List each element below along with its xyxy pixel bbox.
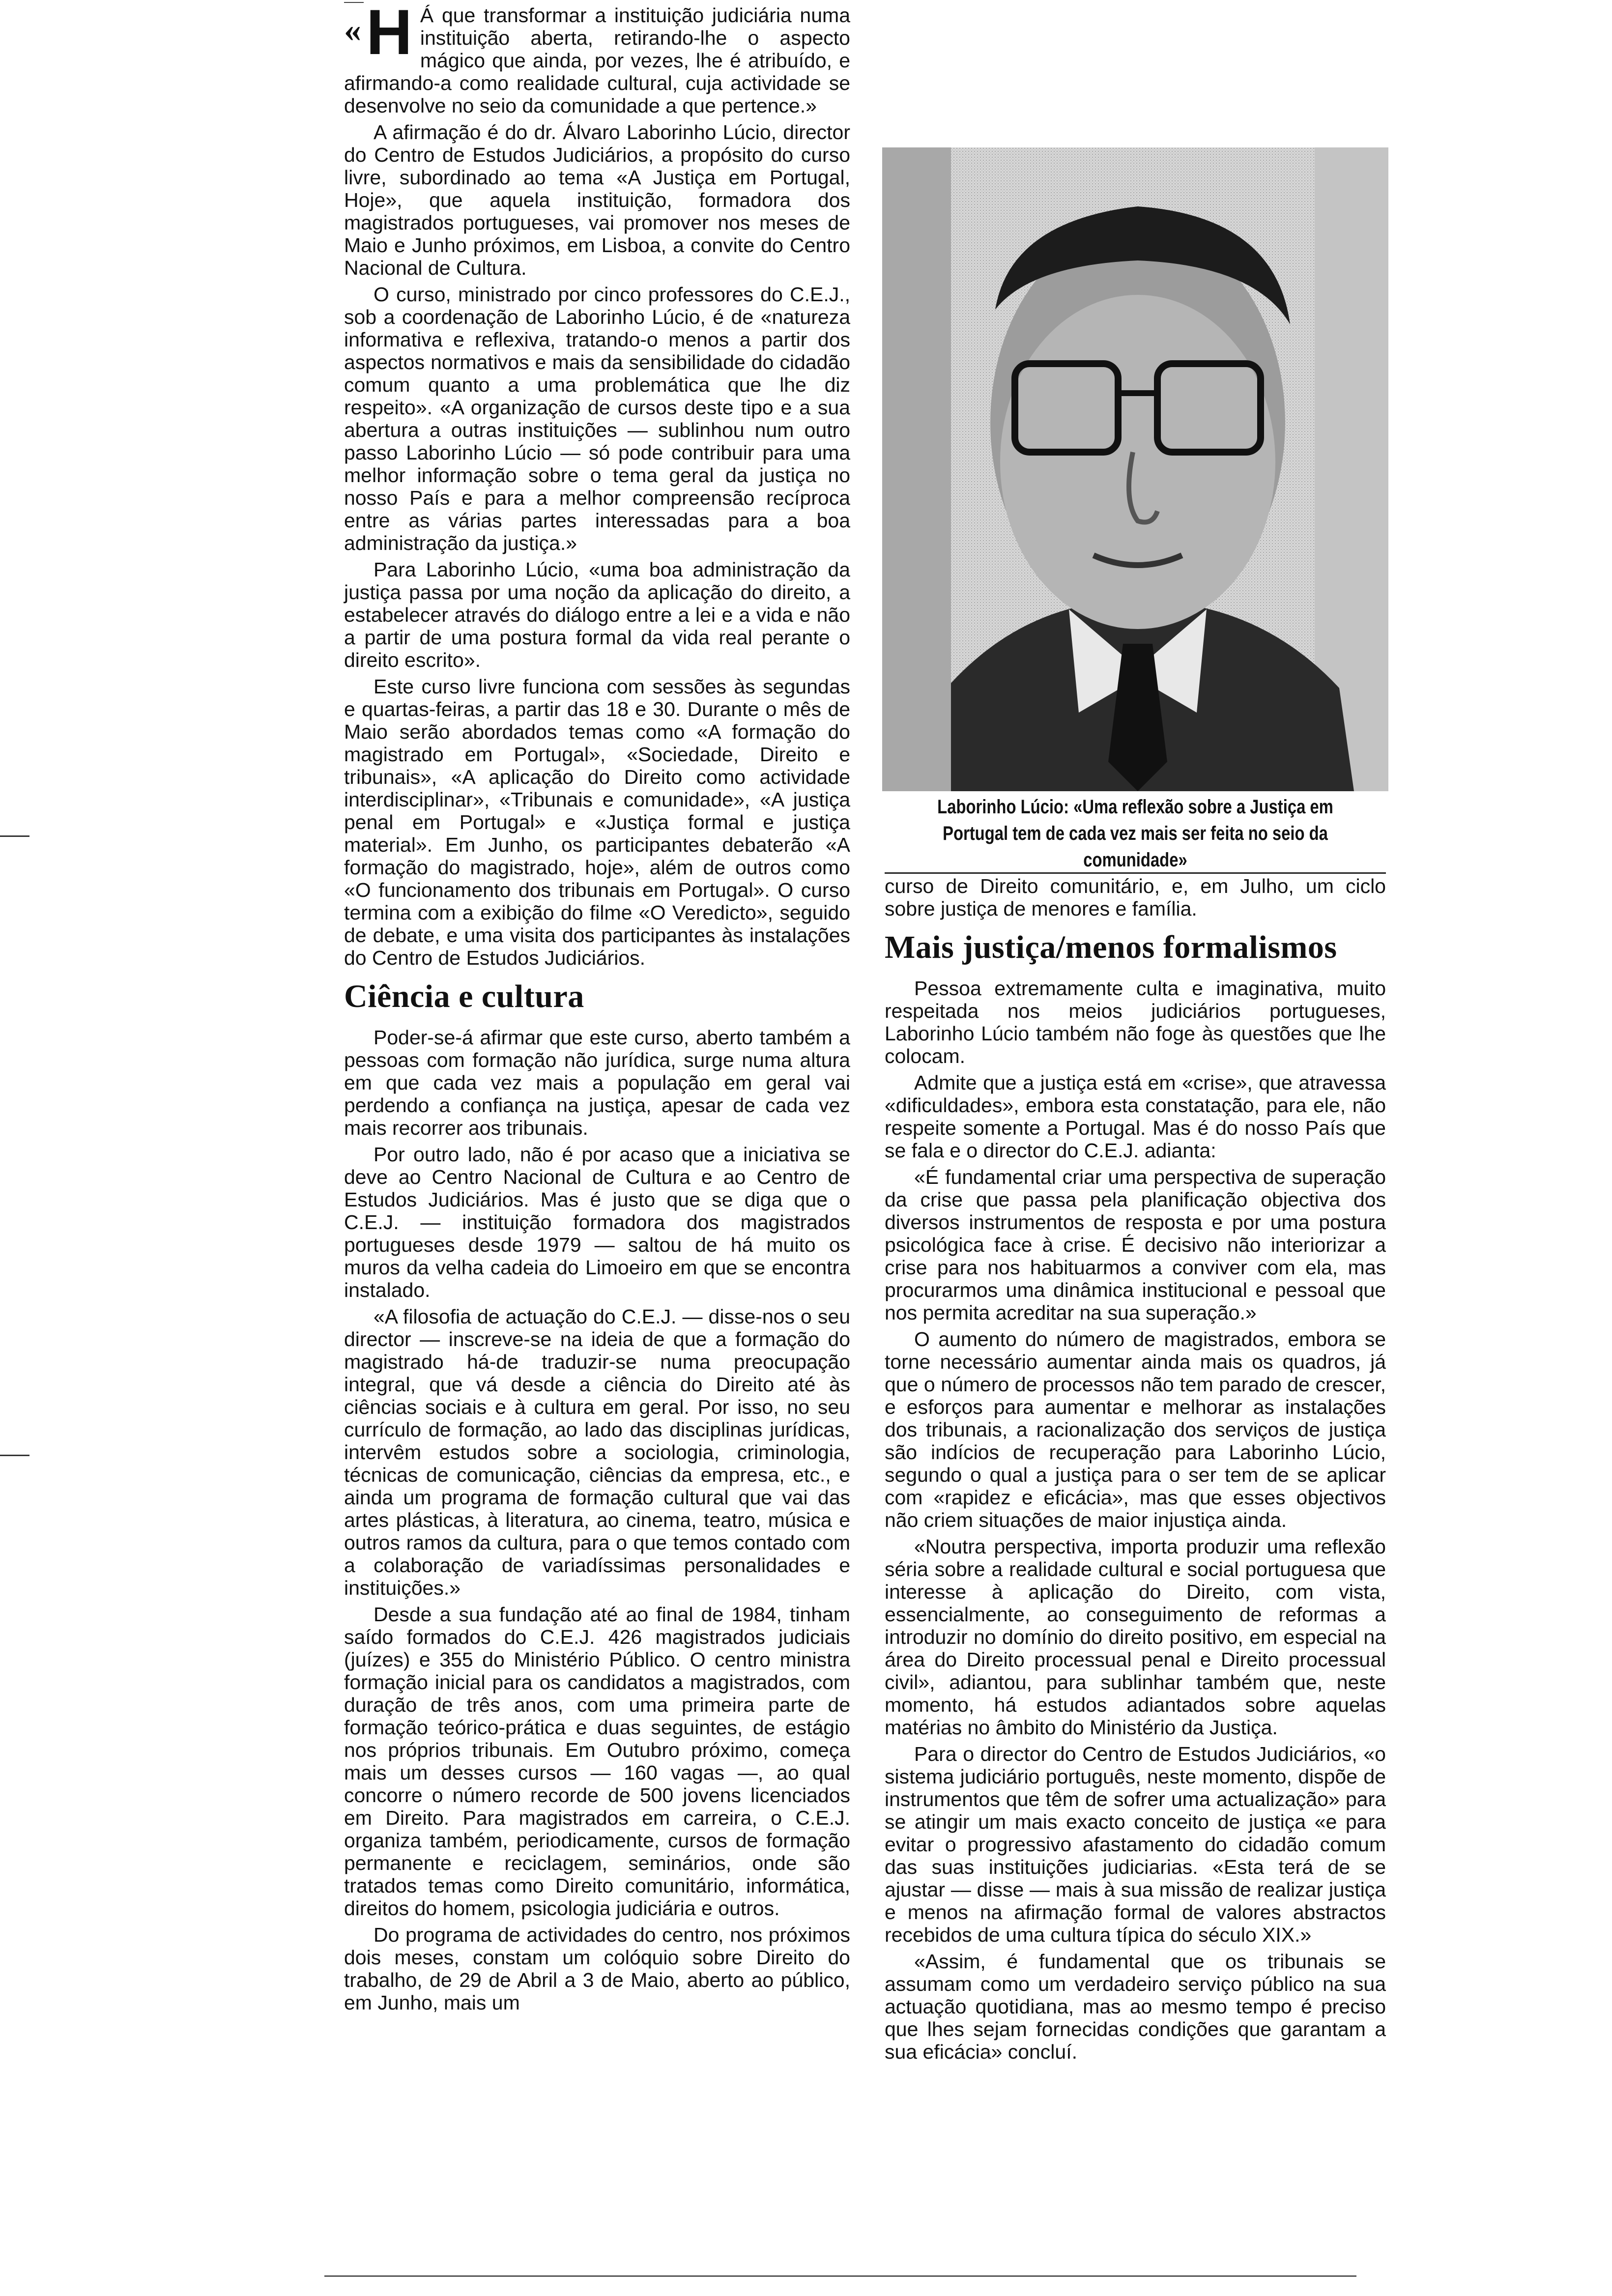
section-heading-ciencia: Ciência e cultura	[344, 978, 584, 1014]
opening-quote: «	[344, 11, 361, 49]
lead-text: Á que transformar a instituição judiciária numa instituição aberta, retirando-lhe o aspecto mágico que ainda, por vezes, lhe é atribuído, e afirmando-a como realidade cultural, cuja actividade se desenvolve no seio da comunidade a que pertence.»	[344, 4, 850, 117]
lead-paragraph	[344, 0, 850, 117]
section-heading-justica: Mais justiça/menos formalismos	[885, 929, 1337, 965]
body-paragraph: Admite que a justiça está em «crise», que atravessa «dificuldades», embora esta constatação, para ele, não respeite somente a Portugal. Mas é do nosso País que se fala e o director do C.E.J. adianta:	[885, 1071, 1386, 1162]
body-paragraph: A afirmação é do dr. Álvaro Laborinho Lúcio, director do Centro de Estudos Judiciários, a propósito do curso livre, subordinado ao tema «A Justiça em Portugal, Hoje», que aquela instituição, formadora dos magistrados portugueses, vai promover nos meses de Maio e Junho próximos, em Lisboa, a convite do Centro Nacional de Cultura.	[344, 121, 850, 279]
portrait-photo	[882, 147, 1388, 791]
body-paragraph: «Noutra perspectiva, importa produzir uma reflexão séria sobre a realidade cultural e social portuguesa que interesse à aplicação do Direito, com vista, essencialmente, ao conseguimento de reformas a introduzir no domínio do direito positivo, em especial na área do Direito processual penal e Direito processual civil», adiantou, para sublinhar também que, neste momento, há estudos adiantados sobre aquelas matérias no âmbito do Ministério da Justiça.	[885, 1535, 1386, 1739]
body-paragraph: Pessoa extremamente culta e imaginativa, muito respeitada nos meios judiciários portugueses, Laborinho Lúcio também não foge às questões que lhe colocam.	[885, 977, 1386, 1067]
body-paragraph: «Assim, é fundamental que os tribunais se assumam como um verdadeiro serviço público na sua actuação quotidiana, mas ao mesmo tempo é preciso que lhes sejam fornecidas condições que garantam a sua eficácia» concluí.	[885, 1950, 1386, 2063]
photo-caption: Laborinho Lúcio: «Uma reflexão sobre a Justiça em Portugal tem de cada vez mais ser feita no seio da comunidade»	[937, 796, 1333, 871]
body-paragraph: «É fundamental criar uma perspectiva de superação da crise que passa pela planificação objectiva dos diversos instrumentos de resposta e por uma postura psicológica face à crise. É decisivo não interiorizar a crise para nos habituarmos a conviver com ela, mas procurarmos uma dinâmica institucional e pessoal que nos permita acreditar na sua superação.»	[885, 1166, 1386, 1324]
body-paragraph: Por outro lado, não é por acaso que a iniciativa se deve ao Centro Nacional de Cultura e ao Centro de Estudos Judiciários. Mas é justo que se diga que o C.E.J. — instituição formadora dos magistrados portugueses desde 1979 — saltou de há muito os muros da velha cadeia do Limoeiro em que se encontra instalado.	[344, 1143, 850, 1301]
portrait-illustration	[882, 147, 1388, 791]
article-column-right	[885, 875, 1386, 2067]
body-paragraph: Desde a sua fundação até ao final de 1984, tinham saído formados do C.E.J. 426 magistrados judiciais (juízes) e 355 do Ministério Público. O centro ministra formação inicial para os candidatos a magistrados, com duração de três anos, com uma primeira parte de formação teórico-prática e duas seguintes, de estágio nos próprios tribunais. Em Outubro próximo, começa mais um desses cursos — 160 vagas —, ao qual concorre o número recorde de 500 jovens licenciados em Direito. Para magistrados em carreira, o C.E.J. organiza também, periodicamente, cursos de formação permanente e reciclagem, seminários, onde são tratados temas como Direito comunitário, informática, direitos do homem, psicologia judiciária e outros.	[344, 1603, 850, 1920]
margin-tick	[0, 1455, 29, 1456]
body-paragraph: Para Laborinho Lúcio, «uma boa administração da justiça passa por uma noção da aplicação do direito, a estabelecer através do diálogo entre a lei e a vida e não a partir de uma postura formal da vida real perante o direito escrito».	[344, 558, 850, 671]
body-paragraph: O aumento do número de magistrados, embora se torne necessário aumentar ainda mais os quadros, já que o número de processos não tem parado de crescer, e esforços para aumentar e melhorar as instalações dos tribunais, a racionalização dos serviços de justiça são indícios de recuperação para Laborinho Lúcio, segundo o qual a justiça para o ser tem de se aplicar com «rapidez e eficácia», mas que esses objectivos não criem situações de maior injustiça ainda.	[885, 1328, 1386, 1531]
caption-rule	[885, 872, 1386, 874]
body-paragraph: Poder-se-á afirmar que este curso, aberto também a pessoas com formação não jurídica, surge numa altura em que cada vez mais a população em geral vai perdendo a confiança na justiça, apesar de cada vez mais recorrer aos tribunais.	[344, 1026, 850, 1139]
body-paragraph: «A filosofia de actuação do C.E.J. — disse-nos o seu director — inscreve-se na ideia de que a formação do magistrado há-de traduzir-se numa preocupação integral, que vá desde a ciência do Direito até às ciências sociais e à cultura em geral. Por isso, no seu currículo de formação, ao lado das disciplinas jurídicas, intervêm estudos sobre a sociologia, criminologia, técnicas de comunicação, ciências da empresa, etc., e ainda um programa de formação cultural que vai das artes plásticas, à literatura, ao cinema, teatro, música e outros ramos da cultura, para o que temos contado com a colaboração de variadíssimas personalidades e instituições.»	[344, 1305, 850, 1599]
bottom-rule	[324, 2275, 1356, 2277]
top-rule	[344, 2, 364, 3]
continuation-paragraph: curso de Direito comunitário, e, em Julho, um ciclo sobre justiça de menores e família.	[885, 875, 1386, 920]
article-column-left	[344, 0, 850, 2018]
body-paragraph: O curso, ministrado por cinco professores do C.E.J., sob a coordenação de Laborinho Lúcio, é de «natureza informativa e reflexiva, tratando-o menos a partir dos aspectos normativos e mais da sensibilidade do cidadão comum quanto a uma problemática que lhe diz respeito». «A organização de cursos deste tipo e a sua abertura a outras instituições — sublinhou num outro passo Laborinho Lúcio — só pode contribuir para uma melhor informação sobre o tema geral da justiça no nosso País e para a melhor compreensão recíproca entre as várias partes interessadas para a boa administração da justiça.»	[344, 283, 850, 554]
body-paragraph: Este curso livre funciona com sessões às segundas e quartas-feiras, a partir das 18 e 30. Durante o mês de Maio serão abordados temas como «A formação do magistrado em Portugal», «Sociedade, Direito e tribunais», «A aplicação do Direito como actividade interdisciplinar», «Tribunais e comunidade», «A justiça penal em Portugal» e «Justiça formal e justiça material». Em Junho, os participantes debaterão «A formação do magistrado, hoje», além de outros como «O funcionamento dos tribunais em Portugal». O curso termina com a exibição do filme «O Veredicto», seguido de debate, e uma visita dos participantes às instalações do Centro de Estudos Judiciários.	[344, 675, 850, 969]
body-paragraph: Do programa de actividades do centro, nos próximos dois meses, constam um colóquio sobre Direito do trabalho, de 29 de Abril a 3 de Maio, aberto ao público, em Junho, mais um	[344, 1923, 850, 2014]
margin-tick	[0, 835, 29, 837]
body-paragraph: Para o director do Centro de Estudos Judiciários, «o sistema judiciário português, neste momento, dispõe de instrumentos que têm de sofrer uma actualização» para se atingir um mais exacto conceito de justiça «e para evitar o progressivo afastamento do cidadão comum das suas instituições judiciarias. «Esta terá de se ajustar — disse — mais à sua missão de realizar justiça e menos na afirmação formal de valores abstractos recebidos de uma cultura típica do século XIX.»	[885, 1743, 1386, 1946]
drop-cap: H	[366, 0, 412, 68]
